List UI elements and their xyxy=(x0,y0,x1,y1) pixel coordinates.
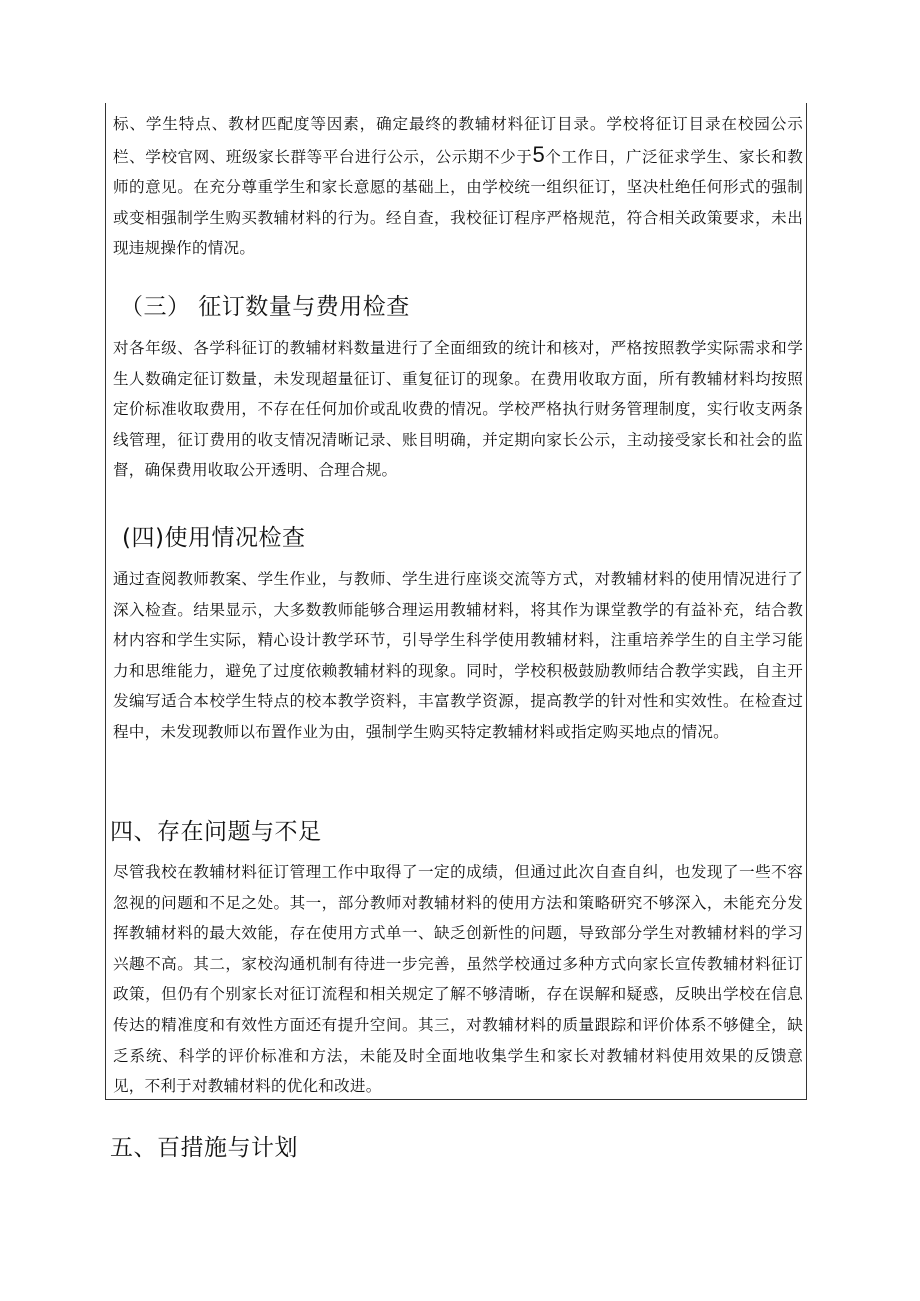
paragraph-number: 5 xyxy=(532,141,545,167)
paragraph-problems: 尽管我校在教辅材料征订管理工作中取得了一定的成绩，但通过此次自查自纠，也发现了一些不容忽视的问题和不足之处。其一，部分教师对教辅材料的使用方法和策略研究不够深入，未能充分发挥教辅材料的最大效能，存在使用方式单一、缺乏创新性的问题，导致部分学生对教辅材料的学习兴趣不高。其二，家校沟通机制有待进一步完善，虽然学校通过多种方式向家长宣传教辅材料征订政策，但仍有个别家长对征订流程和相关规定了解不够清晰，存在误解和疑惑，反映出学校在信息传达的精准度和有效性方面还有提升空间。其三，对教辅材料的质量跟踪和评价体系不够健全，缺乏系统、科学的评价标准和方法，未能及时全面地收集学生和家长对教辅材料使用效果的反馈意见，不利于对教辅材料的优化和改进。 xyxy=(113,863,803,1096)
section-heading-problems: 四、存在问题与不足 xyxy=(110,819,322,845)
paragraph-quantity-fees: 对各年级、各学科征订的教辅材料数量进行了全面细致的统计和核对，严格按照教学实际需求和学生人数确定征订数量，未发现超量征订、重复征订的现象。在费用收取方面，所有教辅材料均按照定价标准收取费用，不存在任何加价或乱收费的情况。学校严格执行财务管理制度，实行收支两条线管理，征订费用的收支情况清晰记录、账目明确，并定期向家长公示，主动接受家长和社会的监督，确保费用收取公开透明、合理合规。 xyxy=(113,339,803,480)
section-heading-measures: 五、百措施与计划 xyxy=(110,1135,298,1161)
paragraph-usage: 通过查阅教师教案、学生作业，与教师、学生进行座谈交流等方式，对教辅材料的使用情况进行了深入检查。结果显示，大多数教师能够合理运用教辅材料，将其作为课堂教学的有益补充，结合教材内容和学生实际，精心设计教学环节，引导学生科学使用教辅材料，注重培养学生的自主学习能力和思维能力，避免了过度依赖教辅材料的现象。同时，学校积极鼓励教师结合教学实践，自主开发编写适合本校学生特点的校本教学资料，丰富教学资源，提高教学的针对性和实效性。在检查过程中，未发现教师以布置作业为由，强制学生购买特定教辅材料或指定购买地点的情况。 xyxy=(113,570,803,741)
paragraph-collection-procedure xyxy=(113,109,803,264)
paragraph-text: 个工作日，广泛征求学生、家长和教师的意见。在充分尊重学生和家长意愿的基础上，由学校统一组织征订，坚决杜绝任何形式的强制或变相强制学生购买教辅材料的行为。经自查，我校征订程序严格规范，符合相关政策要求，未出现违规操作的情况。 xyxy=(113,147,804,258)
section-heading-quantity-fees: （三） 征订数量与费用检查 xyxy=(120,294,410,320)
section-heading-usage: (四)使用情况检查 xyxy=(122,525,306,551)
paragraph-text: 标、学生特点、教材匹配度等因素，确定最终的教辅材料征订目录。学校将征订目录在校园公示栏、学校官网、班级家长群等平台进行公示，公示期不少于 xyxy=(113,115,803,166)
